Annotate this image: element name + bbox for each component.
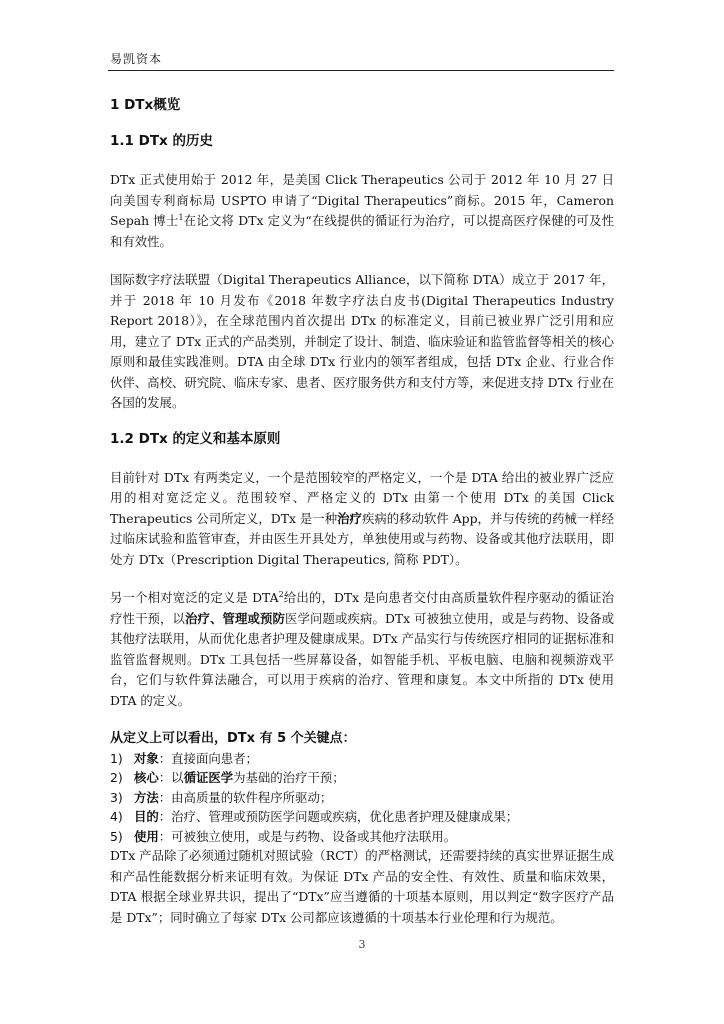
page-content — [110, 84, 614, 928]
list-item: 5) 使用：可被独立使用，或是与药物、设备或其他疗法联用。 — [110, 828, 457, 844]
key-points-list — [110, 749, 614, 846]
definition-paragraph-2: 另一个相对宽泛的定义是 DTA$^2$给出的，DTx 是向患者交付由高质量软件程序驱动的循证治疗性干预，以治疗、管理或预防医学问题或疾病。DTx 可被独立使用，或是与药物、设备或其他疗法联用，从而优化患者护理及健康成果。DTx 产品实行与传统医疗相同的证据标准和监管监督规则。DTx 工具包括一些屏幕设备，如智能手机、平板电脑、电脑和视频游戏平台，它们与软件算法融合，可以用于疾病的治疗、管理和康复。本文中所指的 DTx 使用 DTA 的定义。 — [110, 589, 615, 708]
list-item: 2) 核心：以循证医学为基础的治疗干预； — [110, 770, 345, 786]
list-item: 3) 方法：由高质量的软件程序所驱动； — [110, 789, 333, 805]
section-heading-1-2: 1.2 DTx 的定义和基本原则 — [110, 430, 281, 447]
section-heading-1: 1 DTx概览 — [110, 97, 181, 113]
definition-paragraph-1: 目前针对 DTx 有两类定义，一个是范围较窄的严格定义，一个是 DTA 给出的被业界广泛应用的相对宽泛定义。范围较窄、严格定义的 DTx 由第一个使用 DTx 的美国 Click Therapeutics 公司所定义，DTx 是一种治疗疾病的移动软件 App，并与传统的药械一样经过临床试验和监管审查，并由医生开具处方，单独使用或与药物、设备或其他疗法联用，即处方 DTx（Prescription Digital Therapeutics, 简称 PDT）。 — [110, 469, 615, 567]
history-paragraph-1: DTx 正式使用始于 2012 年，是美国 Click Therapeutics 公司于 2012 年 10 月 27 日向美国专利商标局 USPTO 申请了“Digital Therapeutics”商标。2015 年，Cameron Sepah 博士$^1$在论文将 DTx 定义为“在线提供的循证行为治疗，可以提高医疗保健的可及性和有效性。 — [110, 172, 614, 249]
principles-paragraph: DTx 产品除了必须通过随机对照试验（RCT）的严格测试，还需要持续的真实世界证据生成和产品性能数据分析来证明有效。为保证 DTx 产品的安全性、有效性、质量和临床效果，DTA 根据全球业界共识，提出了“DTx”应当遵循的十项基本原则，用以判定“数字医疗产品是 DTx”；同时确立了每家 DTx 公司都应该遵循的十项基本行业伦理和行为规范。 — [110, 848, 614, 925]
running-header: 易凯资本 — [110, 52, 163, 66]
list-item: 1) 对象：直接面向患者； — [110, 751, 258, 766]
key-points-heading: 从定义上可以看出，DTx 有 5 个关键点： — [110, 731, 356, 746]
section-heading-1-1: 1.1 DTx 的历史 — [110, 133, 213, 149]
footnote-ref-1[interactable]: 1 — [178, 212, 184, 222]
list-item: 4) 目的：治疗、管理或预防医学问题或疾病，优化患者护理及健康成果； — [110, 809, 519, 825]
page-number: 3 — [358, 938, 366, 951]
header-rule — [108, 70, 614, 71]
history-paragraph-2: 国际数字疗法联盟（Digital Therapeutics Alliance，以下简称 DTA）成立于 2017 年，并于 2018 年 10 月发布《2018 年数字疗法白皮书(Digital Therapeutics Industry Report 2018）》，在全球范围内首次提出 DTx 的标准定义，目前已被业界广泛引用和应用，建立了 DTx 正式的产品类别，并制定了设计、制造、临床验证和监管监督等相关的核心原则和最佳实践准则。DTA 由全球 DTx 行业内的领军者组成，包括 DTx 企业、行业合作伙伴、高校、研究院、临床专家、患者、医疗服务供方和支付方等，来促进支持 DTx 行业在各国的发展。 — [110, 272, 614, 410]
footnote-ref-2[interactable]: 2 — [278, 589, 284, 599]
